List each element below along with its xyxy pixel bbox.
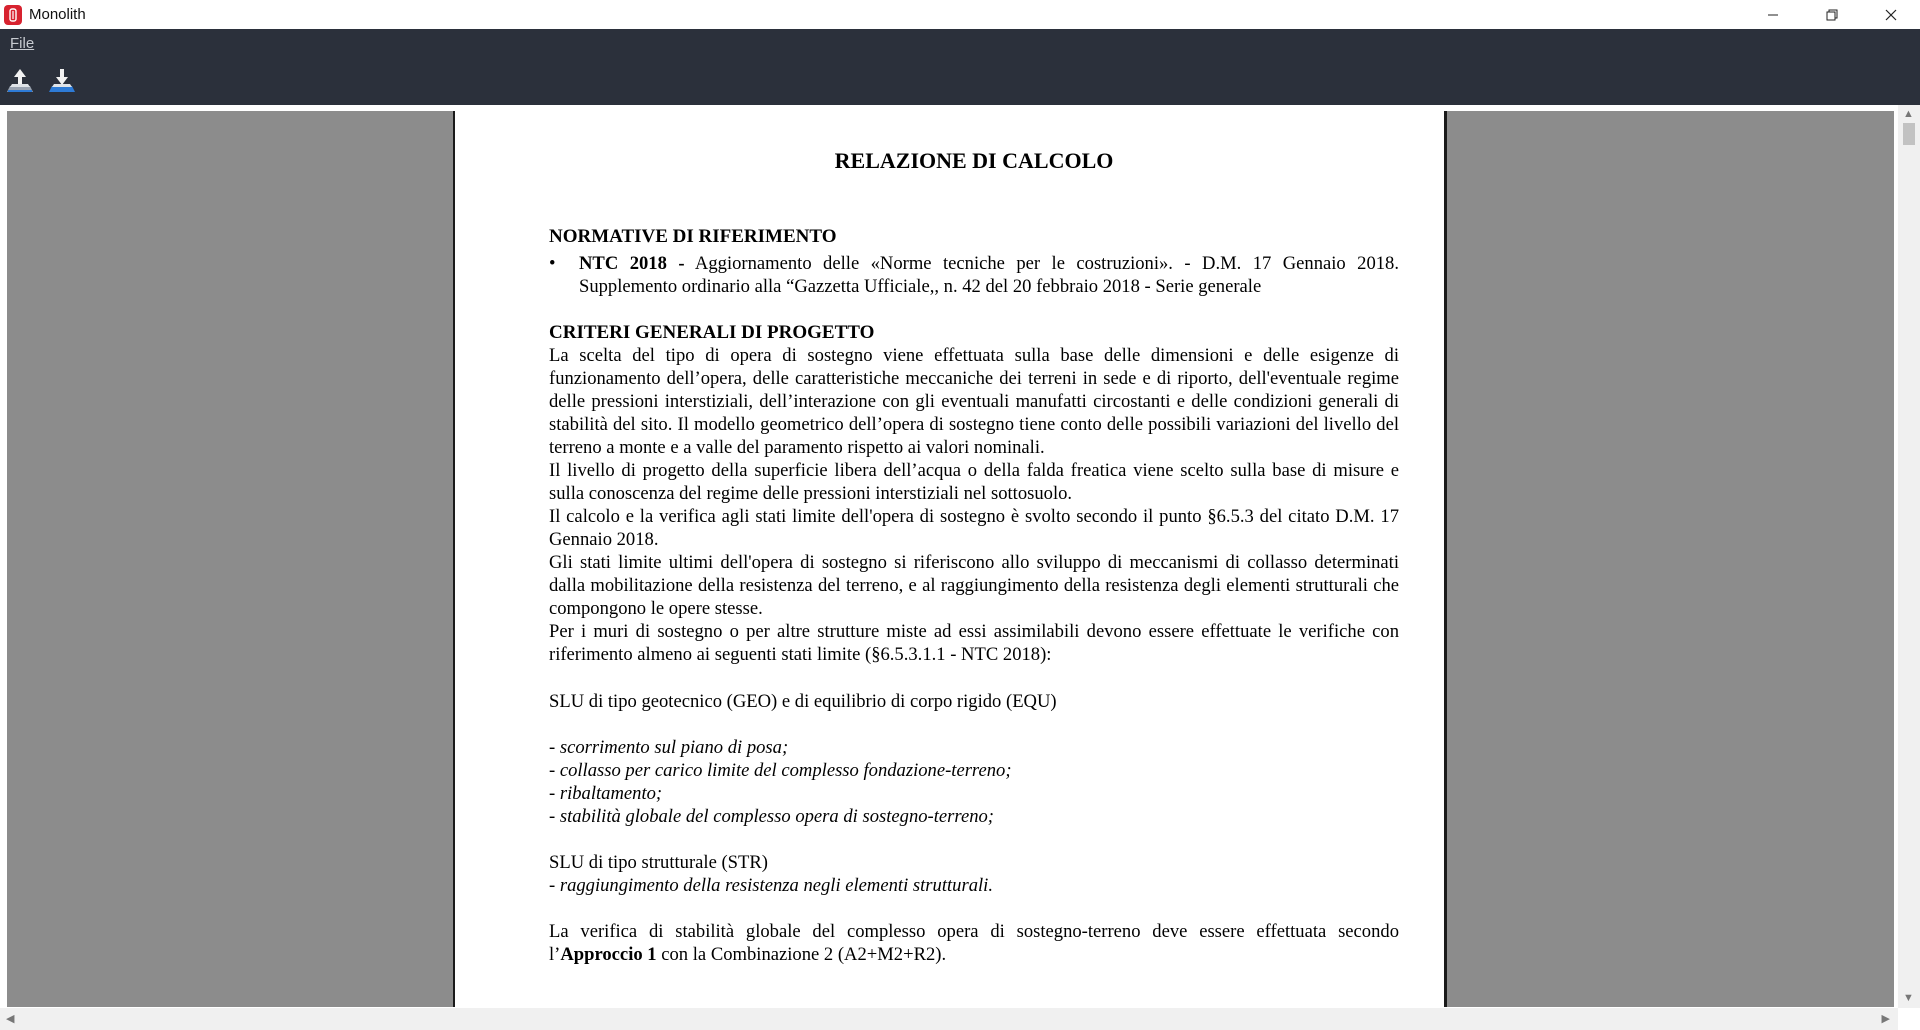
final-text-1: La verifica di stabilità globale del complesso opera di sostegno-terreno deve essere effettuata secondo l’ bbox=[549, 921, 1399, 965]
slu-geo-block bbox=[549, 690, 1399, 713]
paragraph: La scelta del tipo di opera di sostegno viene effettuata sulla base delle dimensioni e delle esigenze di funzionamento dell’opera, delle caratteristiche meccaniche dei terreni in sede e di riporto, dell'eventuale regime delle pressioni interstiziali, dell’interazione con gli eventuali manufatti circostanti e delle condizioni generali di stabilità del sito. Il modello geometrico dell’opera di sostegno tiene conto delle possibili variazioni del livello del terreno a monte e a valle del paramento rispetto ai valori nominali. bbox=[549, 345, 1399, 458]
import-download-icon bbox=[48, 66, 76, 94]
window-title: Monolith bbox=[29, 6, 86, 23]
section-criteri bbox=[549, 321, 1399, 666]
final-text-2: con la Combinazione 2 (A2+M2+R2). bbox=[656, 944, 947, 965]
section-heading: NORMATIVE DI RIFERIMENTO bbox=[549, 226, 837, 247]
export-upload-icon bbox=[6, 66, 34, 94]
close-button[interactable] bbox=[1861, 0, 1920, 29]
bullet-bold-label: NTC 2018 - bbox=[579, 253, 685, 274]
scroll-up-icon[interactable]: ▲ bbox=[1903, 108, 1914, 120]
import-button[interactable] bbox=[47, 65, 77, 95]
menu-file[interactable]: File bbox=[10, 35, 35, 52]
document-title: RELAZIONE DI CALCOLO bbox=[834, 148, 1114, 173]
document-viewer bbox=[0, 105, 1920, 1030]
bullet-text bbox=[579, 252, 1399, 298]
horizontal-scrollbar[interactable] bbox=[0, 1008, 1898, 1030]
paragraph: Gli stati limite ultimi dell'opera di sostegno si riferiscono allo sviluppo di meccanismi di collasso determinati dalla mobilitazione della resistenza del terreno, e al raggiungimento della resistenza degli elementi strutturali che compongono le opere stesse. bbox=[549, 552, 1399, 619]
list-item: - scorrimento sul piano di posa; bbox=[549, 737, 789, 758]
section-heading: CRITERI GENERALI DI PROGETTO bbox=[549, 322, 875, 343]
list-item: - ribaltamento; bbox=[549, 783, 663, 804]
minimize-icon bbox=[1767, 9, 1779, 21]
bullet-item bbox=[549, 252, 1399, 298]
bullet-body: Aggiornamento delle «Norme tecniche per le costruzioni». - D.M. 17 Gennaio 2018. Supplemento ordinario alla “Gazzetta Ufficiale,, n. 42 del 20 febbraio 2018 - Serie generale bbox=[579, 253, 1399, 297]
minimize-button[interactable] bbox=[1743, 0, 1802, 29]
slu-geo-heading: SLU di tipo geotecnico (GEO) e di equilibrio di corpo rigido (EQU) bbox=[549, 691, 1057, 712]
app-logo-icon bbox=[4, 5, 22, 25]
title-bar bbox=[0, 0, 1920, 29]
menu-toolbar bbox=[0, 29, 1920, 105]
scroll-right-icon[interactable]: ▶ bbox=[1881, 1013, 1890, 1025]
paragraph: Per i muri di sostegno o per altre strutture miste ad essi assimilabili devono essere effettuate le verifiche con riferimento almeno ai seguenti stati limite (§6.5.3.1.1 - NTC 2018): bbox=[549, 621, 1399, 665]
list-item: - stabilità globale del complesso opera di sostegno-terreno; bbox=[549, 806, 994, 827]
restore-icon bbox=[1826, 9, 1838, 21]
paragraph: Il livello di progetto della superficie libera dell’acqua o della falda freatica viene scelto sulla base di misure e sulla conoscenza del regime delle pressioni interstiziali nel sottosuolo. bbox=[549, 460, 1399, 504]
close-icon bbox=[1885, 9, 1897, 21]
geo-list bbox=[549, 736, 1399, 828]
list-item: - collasso per carico limite del complesso fondazione-terreno; bbox=[549, 760, 1012, 781]
page-background bbox=[7, 111, 1894, 1007]
export-button[interactable] bbox=[5, 65, 35, 95]
vertical-scrollbar[interactable] bbox=[1898, 105, 1920, 1008]
scroll-down-icon[interactable]: ▼ bbox=[1903, 992, 1914, 1004]
section-normative bbox=[549, 225, 1399, 298]
slu-str-heading: SLU di tipo strutturale (STR) bbox=[549, 852, 768, 873]
scrollbar-thumb[interactable] bbox=[1903, 123, 1915, 145]
restore-button[interactable] bbox=[1802, 0, 1861, 29]
paragraph: Il calcolo e la verifica agli stati limite dell'opera di sostegno è svolto secondo il punto §6.5.3 del citato D.M. 17 Gennaio 2018. bbox=[549, 506, 1399, 550]
window-controls bbox=[1743, 0, 1920, 29]
list-item: - raggiungimento della resistenza negli elementi strutturali. bbox=[549, 875, 993, 896]
slu-str-block bbox=[549, 851, 1399, 897]
scroll-left-icon[interactable]: ◀ bbox=[6, 1013, 15, 1025]
final-paragraph bbox=[549, 920, 1399, 966]
bullet-icon: • bbox=[549, 253, 556, 274]
document-page bbox=[453, 111, 1447, 1007]
final-bold: Approccio 1 bbox=[560, 944, 657, 965]
